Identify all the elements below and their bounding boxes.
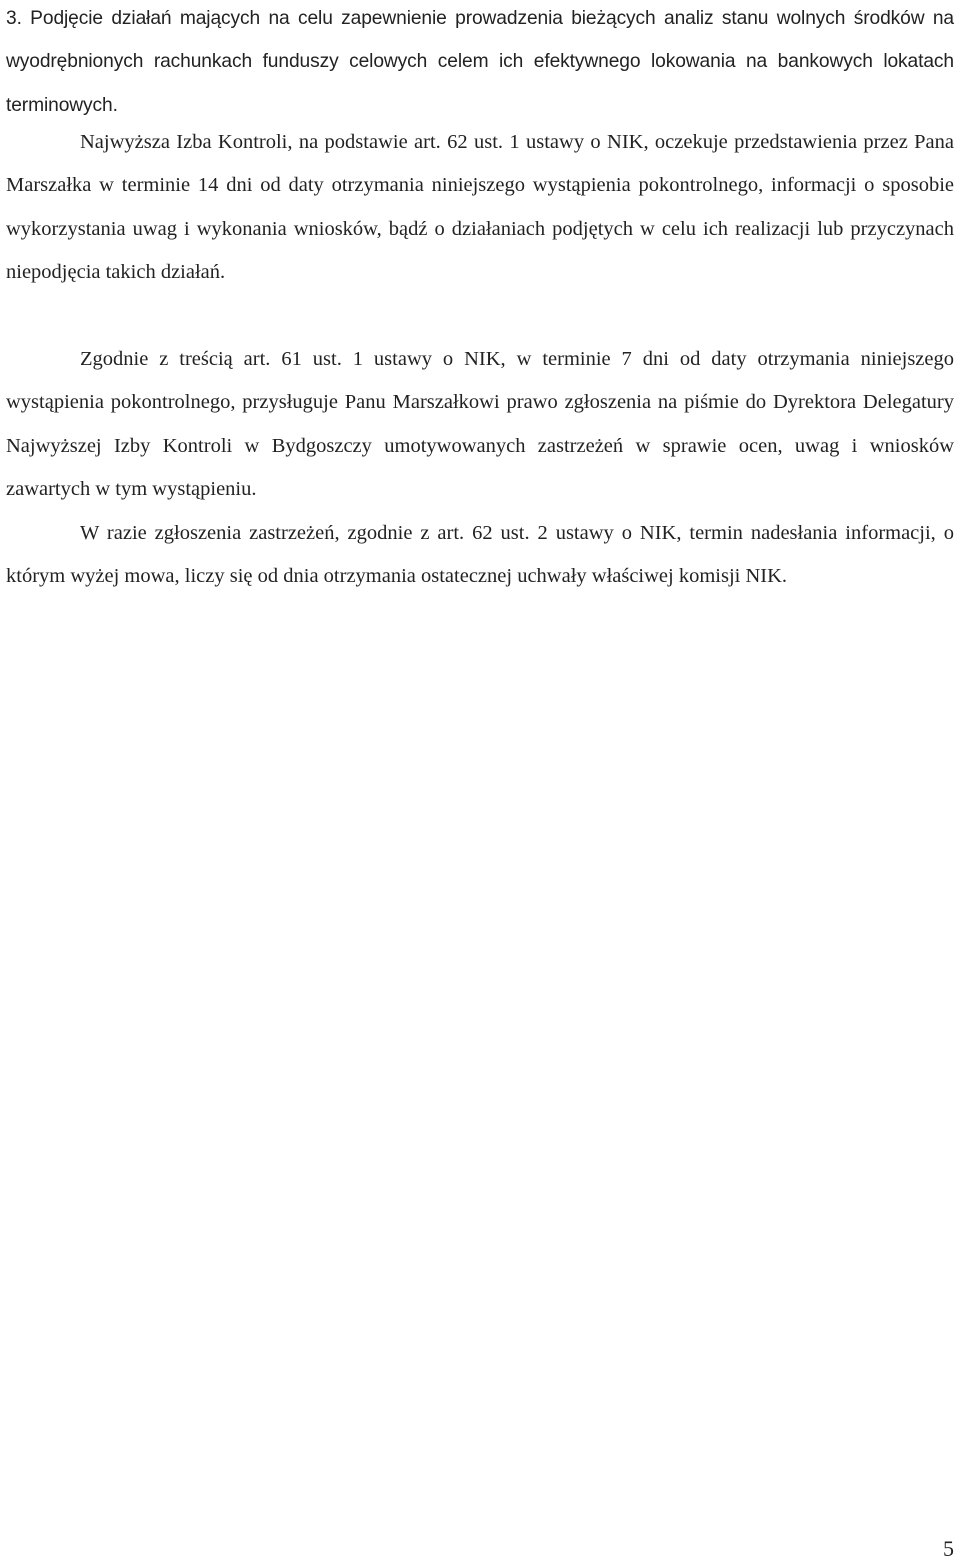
paragraph-information-request: Najwyższa Izba Kontroli, na podstawie art. 62 ust. 1 ustawy o NIK, oczekuje przedstawienia przez Pana Marszałka w terminie 14 dni od daty otrzymania niniejszego wystąpienia pokontrolnego, informacji o sposobie wykorzystania uwag i wykonania wniosków, bądź o działaniach podjętych w celu ich realizacji lub przyczynach niepodjęcia takich działań. <box>6 131 954 283</box>
paragraph-deadline-info: W razie zgłoszenia zastrzeżeń, zgodnie z art. 62 ust. 2 ustawy o NIK, termin nadesłania informacji, o którym wyżej mowa, liczy się od dnia otrzymania ostatecznej uchwały właściwej komisji NIK. <box>6 522 954 588</box>
page-number: 5 <box>943 1536 954 1561</box>
paragraph-objection-right: Zgodnie z treścią art. 61 ust. 1 ustawy o NIK, w terminie 7 dni od daty otrzymania niniejszego wystąpienia pokontrolnego, przysługuje Panu Marszałkowi prawo zgłoszenia na piśmie do Dyrektora Delegatury Najwyższej Izby Kontroli w Bydgoszczy umotywowanych zastrzeżeń w sprawie ocen, uwag i wniosków zawartych w tym wystąpieniu. <box>6 348 954 500</box>
recommendation-item-3: 3. Podjęcie działań mających na celu zapewnienie prowadzenia bieżących analiz stanu wolnych środków na wyodrębnionych rachunkach funduszy celowych celem ich efektywnego lokowania na bankowych lokatach terminowych. <box>6 8 954 116</box>
